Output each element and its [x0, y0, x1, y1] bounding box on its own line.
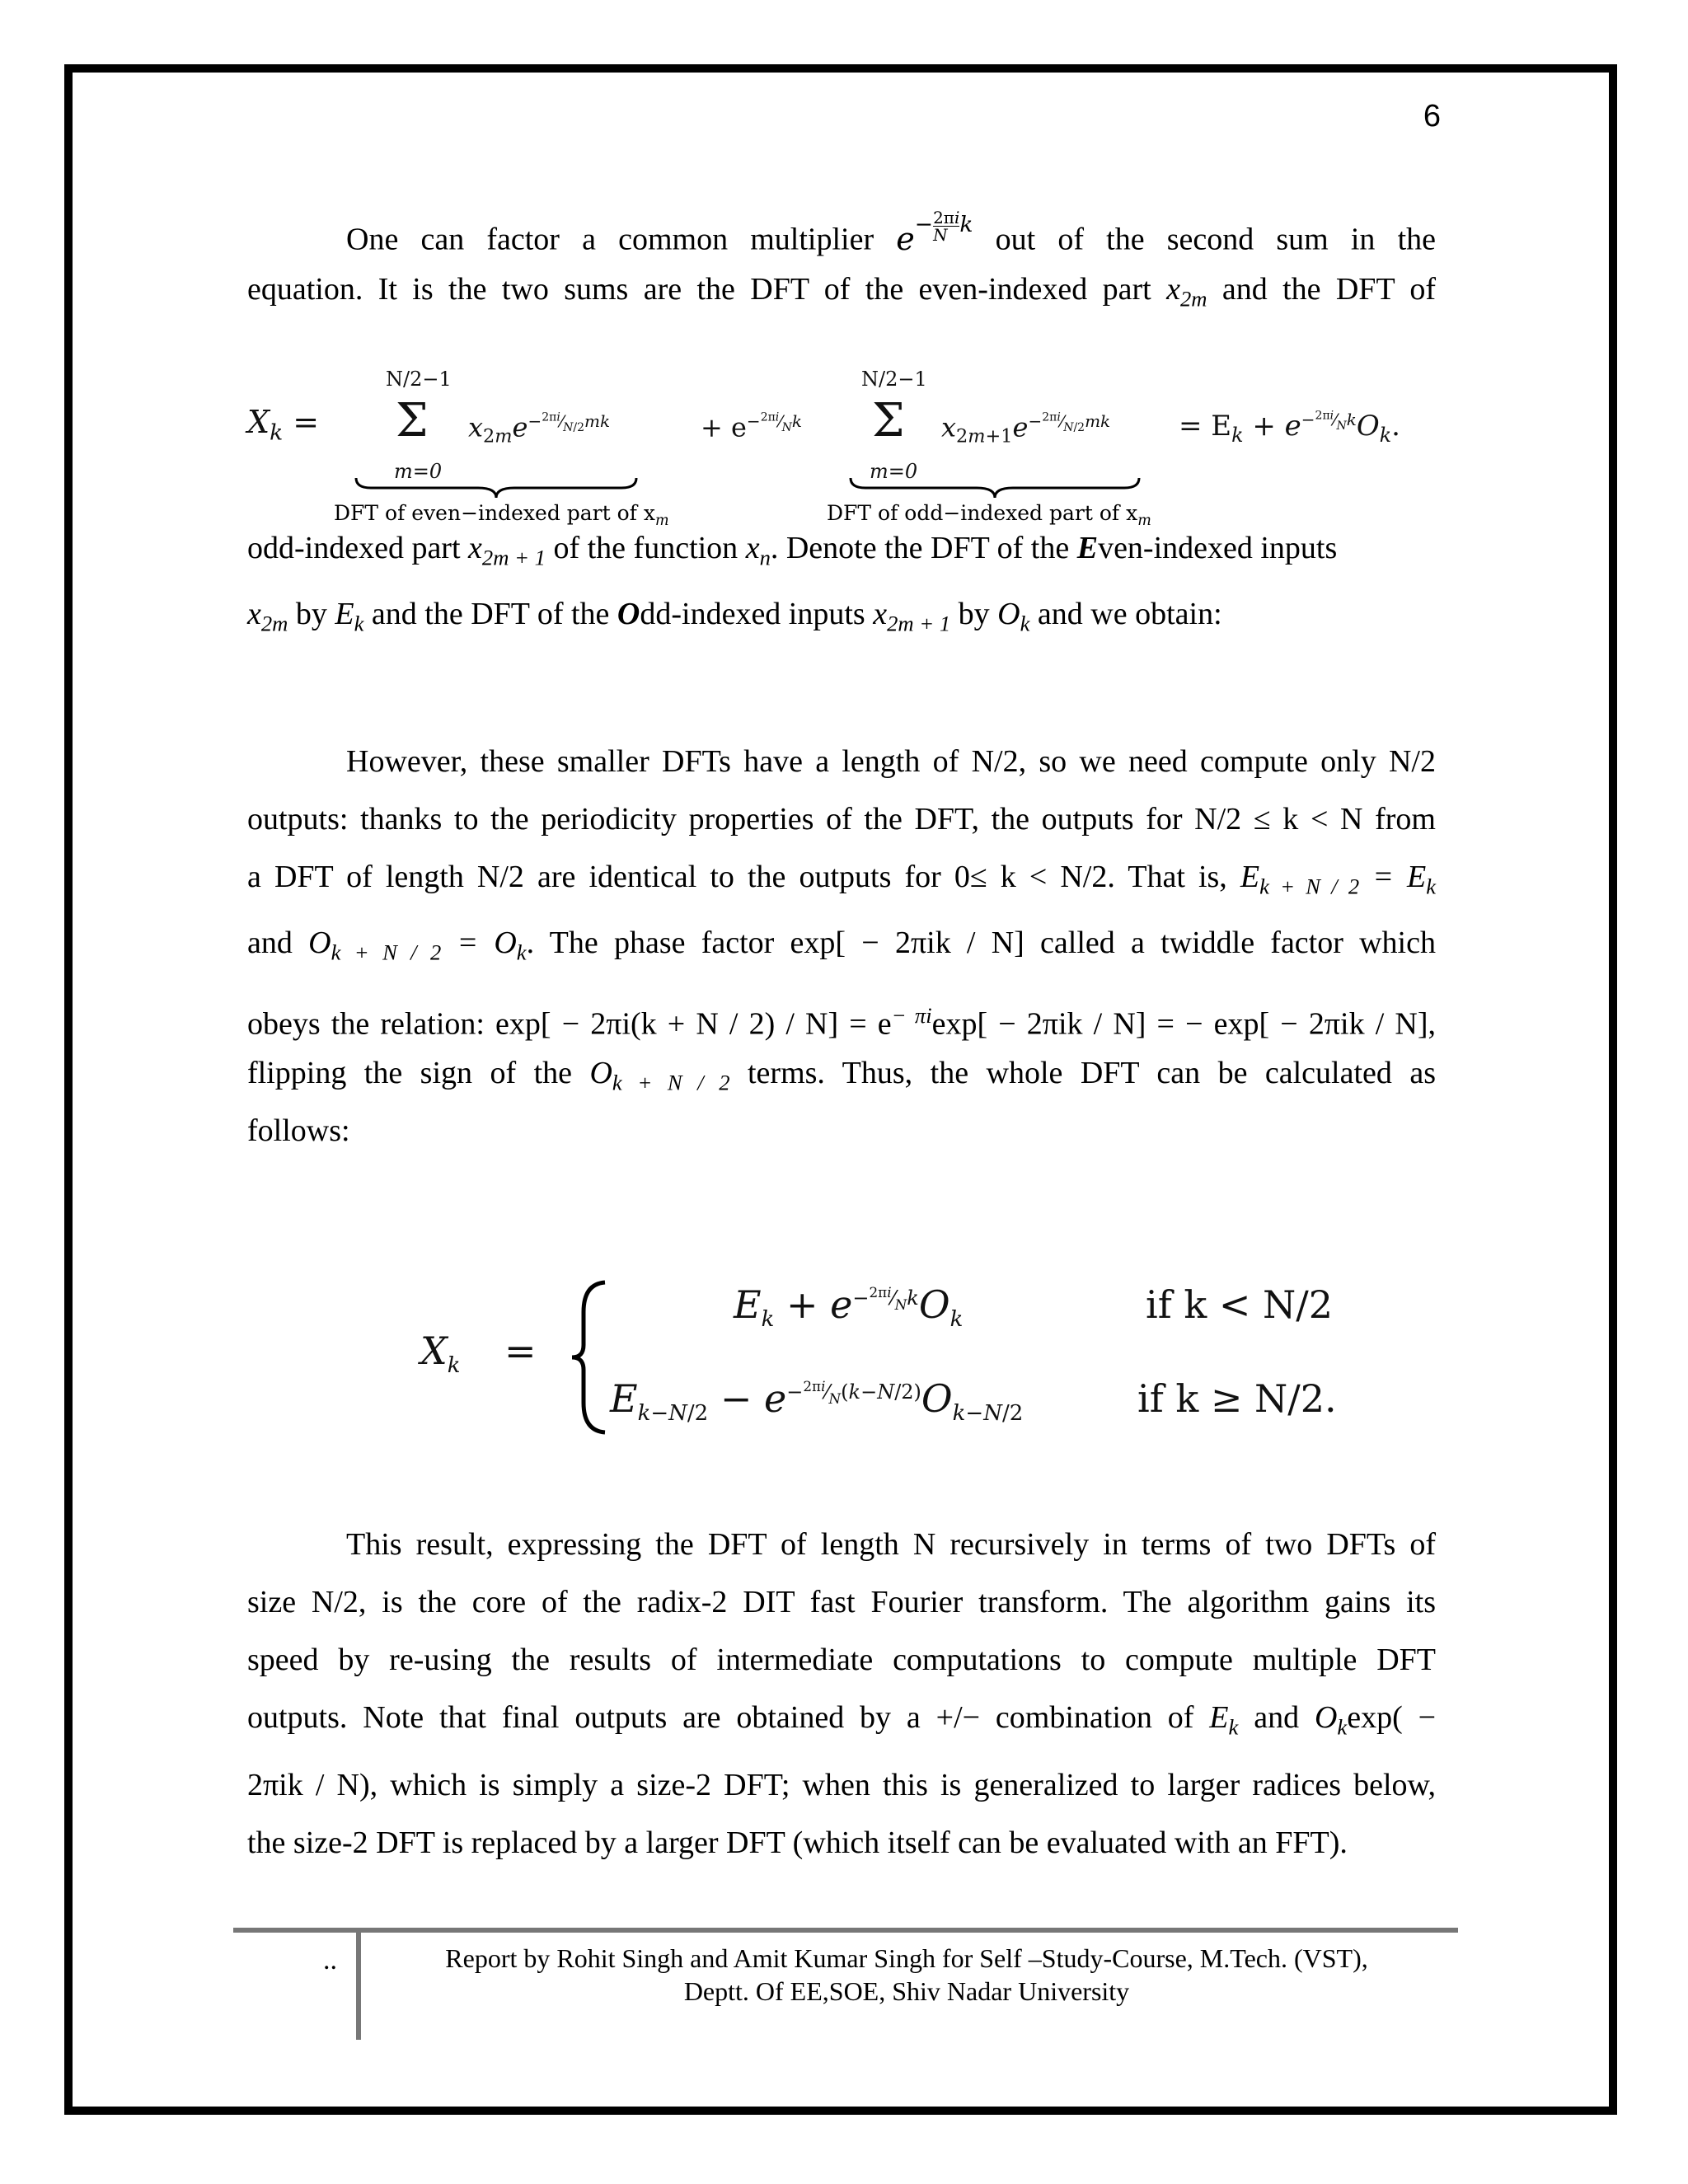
p4-ek-expr: $E_k$	[1209, 1700, 1239, 1740]
eq1-term2: $x_{2m+1}e^{-^{2\pi i}⁄_{N/2}mk}$	[941, 410, 1111, 448]
p3-text-4b: . The phase factor exp[ − 2πik / N] called a twiddle factor which	[526, 926, 1436, 960]
eq2-row2-cond: if k ≥ N/2.	[1137, 1376, 1337, 1421]
p2-text-2a: by	[295, 597, 327, 631]
p3-text-6a: flipping the sign of the	[247, 1056, 572, 1090]
p2-text-1d: ven-indexed inputs	[1098, 531, 1338, 565]
x2m1-expr: $x_{2m + 1}$	[468, 531, 546, 570]
underbrace-odd	[849, 476, 1142, 499]
footer-rule	[233, 1928, 1458, 1933]
periodicity-E: $E_{k + N / 2} = E_k$	[1240, 860, 1437, 899]
ok-expr: $O_k$	[997, 597, 1030, 636]
p4-text-4b: and	[1254, 1700, 1300, 1735]
paragraph-2	[247, 519, 1436, 643]
ok-shift-expr: $O_{k + N / 2}$	[589, 1056, 730, 1095]
underbrace-even	[354, 476, 639, 499]
eq1-sum2-upper: N/2−1	[861, 368, 927, 391]
p3-line-2: outputs: thanks to the periodicity properties of the DFT, the outputs for N/2 ≤ k < N from	[247, 802, 1436, 837]
p3-text-4a: and	[247, 926, 293, 960]
p2-text-1c: . Denote the DFT of the	[770, 531, 1070, 565]
eq1-sum1-upper: N/2−1	[386, 368, 452, 391]
footer-line-1: Report by Rohit Singh and Amit Kumar Singh for Self –Study-Course, M.Tech. (VST),	[445, 1943, 1368, 1973]
p4-line-6: the size-2 DFT is replaced by a larger DFT (which itself can be evaluated with an FFT).	[247, 1825, 1348, 1860]
eq1-sum2-lower: m=0	[870, 460, 918, 483]
eq2-row2-expr: $E_{k-N/2} - e^{-^{2\pi i}⁄_N(k-N/2)}O_{k-N/2}$	[610, 1376, 1024, 1427]
exp-pi-i: − πi	[891, 1003, 932, 1028]
p3-text-6b: terms. Thus, the whole DFT can be calculated as	[747, 1056, 1437, 1090]
eq2-lhs: $X_k$	[420, 1329, 461, 1379]
p3-text-3a: a DFT of length N/2 are identical to the outputs for 0≤ k < N/2. That is,	[247, 860, 1227, 894]
x2m1-expr-2: $x_{2m + 1}$	[873, 597, 951, 636]
paragraph-1	[247, 203, 1436, 318]
even-letter: E	[1076, 531, 1099, 565]
eq2-row1-expr: $E_k + e^{-^{2\pi i}⁄_Nk}O_k$	[734, 1282, 964, 1333]
p1-text-2b: and the DFT of	[1221, 272, 1436, 307]
eq1-sum1-lower: m=0	[394, 460, 443, 483]
xn-expr: $x_n$	[745, 531, 771, 570]
p2-text-1a: odd-indexed part	[247, 531, 461, 565]
eq1-rhs: = $E_k + e^{-^{2\pi i}⁄_Nk}O_k$.	[1179, 409, 1400, 447]
footer-marker: ..	[323, 1945, 337, 1975]
p2-text-2b: and the DFT of the	[371, 597, 610, 631]
x2m-expr: $x_{2m}$	[1166, 272, 1207, 312]
p2-text-2c: dd-indexed inputs	[640, 597, 865, 631]
p4-text-4a: outputs. Note that final outputs are obtained by a +/− combination of	[247, 1700, 1194, 1735]
caption-odd: DFT of odd−indexed part of $x_m$	[827, 501, 1151, 529]
caption-even: DFT of even−indexed part of $x_m$	[334, 501, 669, 529]
paragraph-4	[247, 1516, 1436, 1872]
ek-expr: $E_k$	[335, 597, 364, 636]
page-number: 6	[1423, 99, 1441, 134]
p1-text-1a: One can factor a common multiplier	[346, 222, 874, 257]
p3-line-1: However, these smaller DFTs have a length of N/2, so we need compute only N/2	[346, 744, 1436, 779]
sum-symbol-2: Σ	[872, 394, 905, 448]
p1-text-2: equation. It is the two sums are the DFT of the even-indexed part	[247, 272, 1151, 307]
eq1-term1: $x_{2m}e^{-^{2\pi i}⁄_{N/2}mk}$	[468, 410, 611, 448]
p3-text-5b: exp[ − 2πik / N] = − exp[ − 2πik / N],	[931, 1006, 1436, 1042]
x2m-expr-2: $x_{2m}$	[247, 597, 288, 636]
p1-text-1b: out of the second sum in the	[995, 222, 1437, 257]
paragraph-3	[247, 733, 1436, 1160]
p4-line-2: size N/2, is the core of the radix-2 DIT fast Fourier transform. The algorithm gains its	[247, 1585, 1436, 1619]
p2-text-2e: and we obtain:	[1037, 597, 1222, 631]
p3-text-5: obeys the relation: exp[ − 2πi(k + N / 2) / N] = e	[247, 1006, 892, 1042]
p4-line-5: 2πik / N), which is simply a size-2 DFT; when this is generalized to larger radices below,	[247, 1768, 1436, 1802]
eq1-lhs: $X_k$ =	[247, 404, 320, 446]
eq1-twiddle: + $e^{-^{2\pi i}⁄_Nk}$	[701, 410, 802, 443]
footer-vertical-rule	[356, 1933, 361, 2040]
footer-line-2: Deptt. Of EE,SOE, Shiv Nadar University	[683, 1976, 1130, 2006]
multiplier-expr: $e^{- \frac{2\pi i}{N} k}$	[896, 207, 973, 257]
p4-ok-expr: $O_k$	[1314, 1700, 1348, 1740]
p4-text-4c: exp( −	[1347, 1700, 1437, 1735]
periodicity-O: $O_{k + N / 2} = O_k$	[308, 926, 527, 965]
p3-line-7: follows:	[247, 1113, 350, 1148]
footer-text	[363, 1942, 1451, 2008]
eq2-equals: =	[504, 1329, 537, 1373]
sum-symbol-1: Σ	[396, 394, 429, 448]
p4-line-3: speed by re-using the results of intermediate computations to compute multiple DFT	[247, 1643, 1436, 1677]
p4-line-1: This result, expressing the DFT of length N recursively in terms of two DFTs of	[346, 1527, 1436, 1562]
left-brace	[569, 1279, 610, 1436]
eq2-row1-cond: if k < N/2	[1146, 1282, 1334, 1327]
odd-letter: O	[617, 597, 640, 631]
p2-text-2d: by	[958, 597, 990, 631]
p2-text-1b: of the function	[553, 531, 738, 565]
